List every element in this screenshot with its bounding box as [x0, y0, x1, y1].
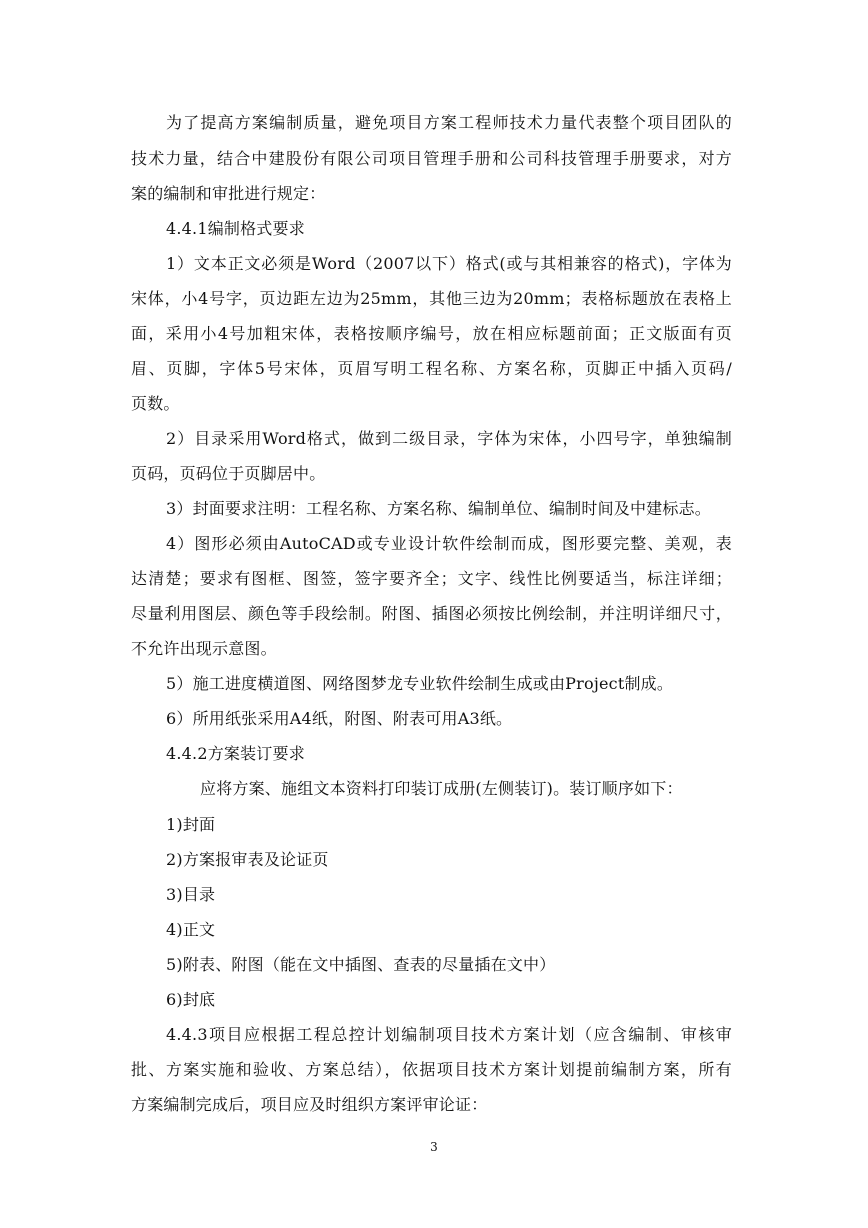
paragraph-line: 方案编制完成后，项目应及时组织方案评审论证： [131, 1095, 488, 1114]
list-item: 1)封面 [166, 815, 216, 834]
paragraph-line: 面，采用小4号加粗宋体，表格按顺序编号，放在相应标题前面；正文版面有页 [131, 324, 732, 343]
page-number: 3 [430, 1140, 438, 1154]
paragraph-line: 尽量利用图层、颜色等手段绘制。附图、插图必须按比例绘制，并注明详细尺寸， [131, 604, 732, 623]
paragraph-line: 页码，页码位于页脚居中。 [131, 464, 326, 483]
paragraph-line: 4.4.3项目应根据工程总控计划编制项目技术方案计划（应含编制、审核审 [166, 1025, 732, 1044]
paragraph-line: 技术力量，结合中建股份有限公司项目管理手册和公司科技管理手册要求，对方 [131, 149, 732, 168]
list-item: 3)目录 [166, 885, 216, 904]
paragraph-line: 4）图形必须由AutoCAD或专业设计软件绘制而成，图形要完整、美观，表 [166, 534, 732, 553]
paragraph-line: 案的编制和审批进行规定： [131, 184, 326, 203]
paragraph-line: 眉、页脚，字体5号宋体，页眉写明工程名称、方案名称，页脚正中插入页码/ [131, 359, 732, 378]
list-item: 6)封底 [166, 990, 216, 1009]
paragraph-line: 5）施工进度横道图、网络图梦龙专业软件绘制生成或由Project制成。 [166, 674, 674, 693]
paragraph-line: 为了提高方案编制质量，避免项目方案工程师技术力量代表整个项目团队的 [166, 113, 732, 132]
paragraph-line: 2）目录采用Word格式，做到二级目录，字体为宋体，小四号字，单独编制 [166, 429, 732, 448]
list-item: 5)附表、附图（能在文中插图、查表的尽量插在文中） [166, 955, 556, 974]
paragraph-line: 不允许出现示意图。 [131, 639, 277, 658]
paragraph-line: 批、方案实施和验收、方案总结），依据项目技术方案计划提前编制方案，所有 [131, 1060, 732, 1079]
list-item: 2)方案报审表及论证页 [166, 850, 329, 869]
paragraph-line: 达清楚；要求有图框、图签，签字要齐全；文字、线性比例要适当，标注详细； [131, 569, 732, 588]
paragraph-line: 6）所用纸张采用A4纸，附图、附表可用A3纸。 [166, 709, 513, 728]
list-item: 4)正文 [166, 920, 216, 939]
section-heading: 4.4.2方案装订要求 [166, 744, 305, 763]
paragraph-line: 宋体，小4号字，页边距左边为25mm，其他三边为20mm；表格标题放在表格上 [131, 289, 732, 308]
paragraph-line: 1）文本正文必须是Word（2007以下）格式(或与其相兼容的格式)，字体为 [166, 254, 732, 273]
paragraph-line: 3）封面要求注明：工程名称、方案名称、编制单位、编制时间及中建标志。 [166, 499, 711, 518]
paragraph-line: 应将方案、施组文本资料打印装订成册(左侧装订)。装订顺序如下： [200, 779, 683, 798]
paragraph-line: 页数。 [131, 394, 180, 413]
section-heading: 4.4.1编制格式要求 [166, 219, 305, 238]
